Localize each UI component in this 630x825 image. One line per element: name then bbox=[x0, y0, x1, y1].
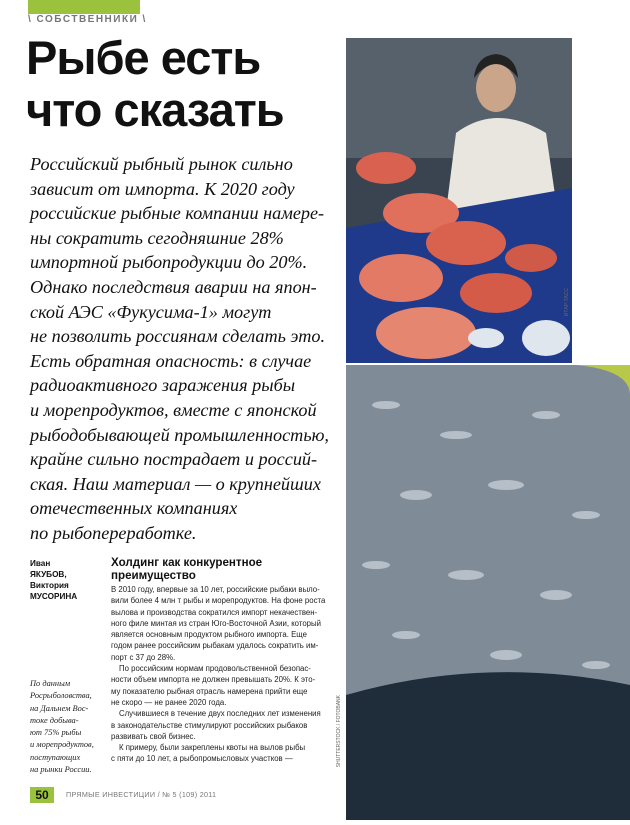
lead-line: российские рыбные компании намере- bbox=[30, 203, 325, 224]
lead-line: крайне сильно пострадает и россий- bbox=[30, 449, 318, 470]
section-rubric bbox=[28, 14, 147, 25]
footer-publication: ПРЯМЫЕ ИНВЕСТИЦИИ / № 5 (109) 2011 bbox=[66, 790, 217, 799]
body-line: вили более 4 млн т рыбы и морепродуктов. На фоне роста bbox=[111, 596, 326, 606]
article-subheading bbox=[111, 556, 336, 582]
author-last-name: ЯКУБОВ, bbox=[30, 570, 67, 579]
author-first-name: Виктория bbox=[30, 581, 69, 590]
author-byline bbox=[30, 558, 100, 602]
lead-line: Есть обратная опасность: в случае bbox=[30, 350, 312, 371]
body-line: является основным продуктом рыбного импорта. Еще bbox=[111, 630, 307, 640]
body-line: му показателю рыбная отрасль намерена прийти еще bbox=[111, 686, 308, 696]
side-note-line: поступающих bbox=[30, 752, 81, 762]
lead-line: не позволить россиянам сделать это. bbox=[30, 326, 325, 347]
page-title bbox=[26, 32, 284, 136]
rubric-label: \ СОБСТВЕННИКИ \ bbox=[28, 14, 147, 25]
body-line: с пяти до 10 лет, а рыбопромысловых участков — bbox=[111, 754, 293, 764]
photo-credit: ИТАР-ТАСС bbox=[564, 288, 570, 317]
body-line: ности объем импорта не должен превышать 20%. К это- bbox=[111, 675, 316, 685]
lead-line: отечественных компаниях bbox=[30, 498, 238, 519]
body-line: порт с 37 до 28%. bbox=[111, 652, 176, 662]
side-note-line: и морепродуктов, bbox=[30, 740, 94, 750]
lead-line: ской АЭС «Фукусима-1» могут bbox=[30, 301, 272, 322]
article-body bbox=[111, 584, 336, 765]
lead-line: импортной рыбопродукции до 20%. bbox=[30, 252, 308, 273]
lead-paragraph bbox=[30, 152, 340, 546]
photo-credit: SHUTTERSTOCK / FOTOBANK bbox=[336, 695, 342, 768]
body-line: годом ранее российским рыбакам удалось сократить им- bbox=[111, 641, 319, 651]
side-note-line: ют 75% рыбы bbox=[30, 728, 82, 738]
octopus-photo-illustration bbox=[346, 38, 572, 363]
fish-photo-illustration bbox=[346, 365, 630, 820]
title-line: Рыбе есть bbox=[26, 31, 261, 84]
subheading-line: Холдинг как конкурентное bbox=[111, 556, 263, 569]
photo-octopus-market bbox=[346, 38, 572, 363]
subheading-line: преимущество bbox=[111, 569, 196, 582]
author-last-name: МУСОРИНА bbox=[30, 592, 78, 601]
page-number: 50 bbox=[30, 787, 54, 803]
lead-line: по рыбопереработке. bbox=[30, 522, 197, 543]
lead-line: и морепродуктов, вместе с японской bbox=[30, 399, 317, 420]
lead-line: радиоактивного заражения рыбы bbox=[30, 375, 296, 396]
body-line: не скоро — не ранее 2020 года. bbox=[111, 697, 227, 707]
side-note-line: на Дальнем Вос- bbox=[30, 703, 89, 713]
author-first-name: Иван bbox=[30, 559, 51, 568]
body-line: в законодательстве стимулируют российских рыбаков bbox=[111, 720, 308, 730]
article-column bbox=[111, 556, 336, 765]
lead-line: Однако последствия аварии на япон- bbox=[30, 276, 317, 297]
body-line: Случившиеся в течение двух последних лет изменения bbox=[119, 709, 321, 719]
photo-fish-net bbox=[336, 365, 630, 820]
body-line: вылова и производства сократился импорт некачествен- bbox=[111, 607, 318, 617]
title-line: что сказать bbox=[26, 83, 284, 136]
lead-line: ны сократить сегодняшние 28% bbox=[30, 227, 284, 248]
lead-line: Российский рыбный рынок сильно bbox=[30, 154, 293, 174]
body-line: К примеру, были закреплены квоты на вылов рыбы bbox=[119, 743, 306, 753]
body-line: В 2010 году, впервые за 10 лет, российские рыбаки выло- bbox=[111, 585, 320, 594]
side-note-line: По данным bbox=[30, 679, 71, 688]
body-line: развивать свой бизнес. bbox=[111, 731, 196, 741]
side-note-line: Росрыболовства, bbox=[30, 691, 92, 701]
side-note bbox=[30, 678, 102, 776]
body-line: ного филе минтая из стран Юго-Восточной Азии, который bbox=[111, 618, 321, 628]
lead-line: ская. Наш материал — о крупнейших bbox=[30, 473, 321, 494]
lead-line: зависит от импорта. К 2020 году bbox=[30, 178, 295, 199]
rubric-accent-bar bbox=[28, 0, 140, 14]
side-note-line: токе добыва- bbox=[30, 715, 79, 725]
body-line: По российским нормам продовольственной безопас- bbox=[119, 664, 311, 674]
side-note-line: на рынки России. bbox=[30, 765, 92, 775]
lead-line: рыбодобывающей промышленностью, bbox=[30, 424, 329, 445]
